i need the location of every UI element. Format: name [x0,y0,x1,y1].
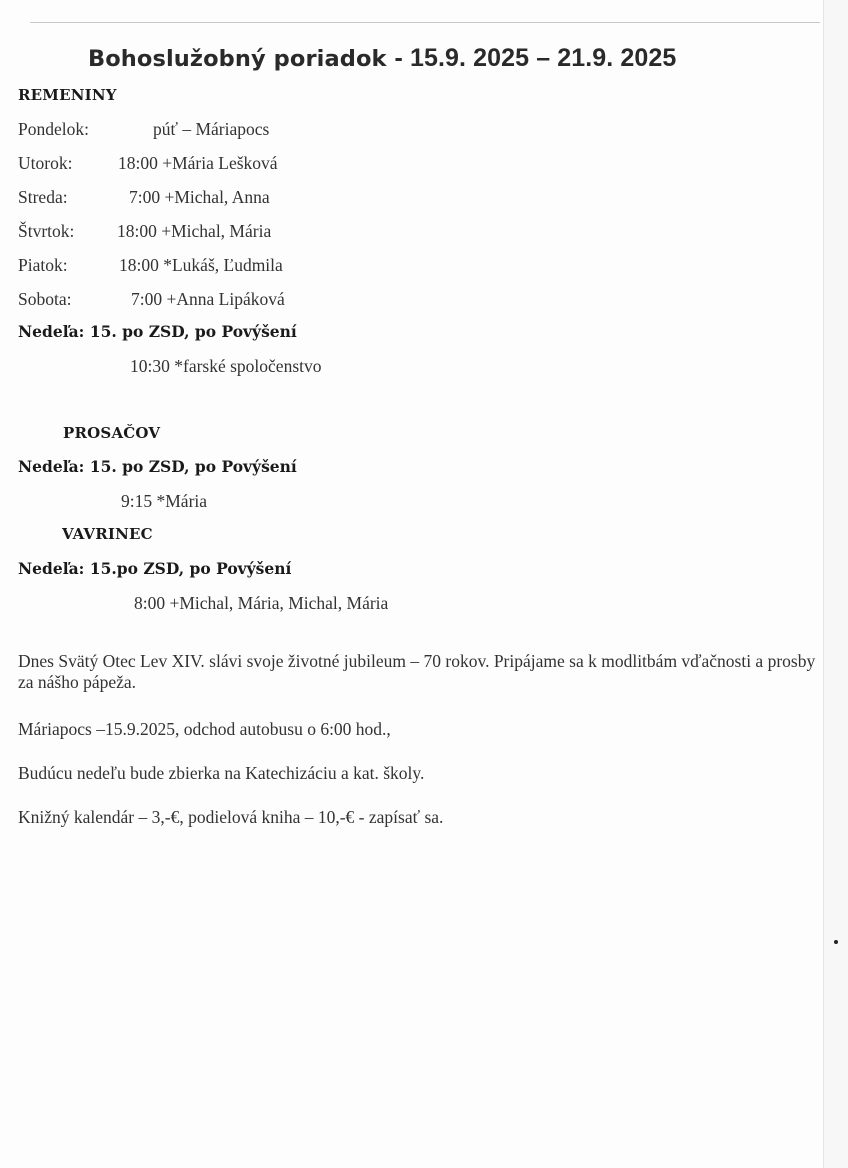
scan-right-edge [823,0,848,1168]
schedule-entry: 7:00 +Anna Lipáková [131,289,285,309]
schedule-day: Piatok: [18,255,68,275]
title-text: Bohoslužobný poriadok [88,46,387,72]
schedule-day: Streda: [18,187,68,207]
schedule-entry: púť – Máriapocs [153,119,270,139]
page-title [88,44,676,73]
schedule-entry: 18:00 *Lukáš, Ľudmila [119,255,283,275]
section-heading-remeniny: REMENINY [18,86,117,104]
announcement-paragraph: Máriapocs –15.9.2025, odchod autobusu o 6:00 hod., [18,719,391,739]
schedule-day: Utorok: [18,153,73,173]
sunday-label-remeniny: Nedeľa: 15. po ZSD, po Povýšení [18,322,297,341]
schedule-entry: 18:00 +Michal, Mária [117,221,272,241]
schedule-day: Štvrtok: [18,221,75,241]
schedule-day: Pondelok: [18,119,89,139]
schedule-row [18,119,518,141]
sunday-entry-vavrinec: 8:00 +Michal, Mária, Michal, Mária [134,593,389,613]
sunday-entry-prosacov: 9:15 *Mária [121,491,208,511]
announcement-paragraph: Knižný kalendár – 3,-€, podielová kniha – 10,-€ - zapísať sa. [18,807,444,827]
announcement-paragraph: Dnes Svätý Otec Lev XIV. slávi svoje životné jubileum – 70 rokov. Pripájame sa k modlitbám vďačnosti a prosby za nášho pápeža. [18,651,816,692]
sunday-entry-remeniny: 10:30 *farské spoločenstvo [130,356,322,376]
announcement-paragraph: Budúcu nedeľu bude zbierka na Katechizáciu a kat. školy. [18,763,425,783]
schedule-day: Sobota: [18,289,72,309]
schedule-row [18,255,518,277]
sunday-label-vavrinec: Nedeľa: 15.po ZSD, po Povýšení [18,559,292,578]
schedule-entry: 18:00 +Mária Lešková [118,153,278,173]
schedule-row [18,221,518,243]
sunday-label-prosacov: Nedeľa: 15. po ZSD, po Povýšení [18,457,297,476]
scan-top-edge [30,22,820,23]
title-dates: - 15.9. 2025 – 21.9. 2025 [394,44,677,72]
section-heading-vavrinec: VAVRINEC [62,525,153,543]
section-heading-prosacov: PROSAČOV [63,424,161,442]
schedule-row [18,289,518,311]
schedule-row [18,187,518,209]
scan-speck [834,940,838,944]
schedule-entry: 7:00 +Michal, Anna [129,187,270,207]
schedule-row [18,153,518,175]
